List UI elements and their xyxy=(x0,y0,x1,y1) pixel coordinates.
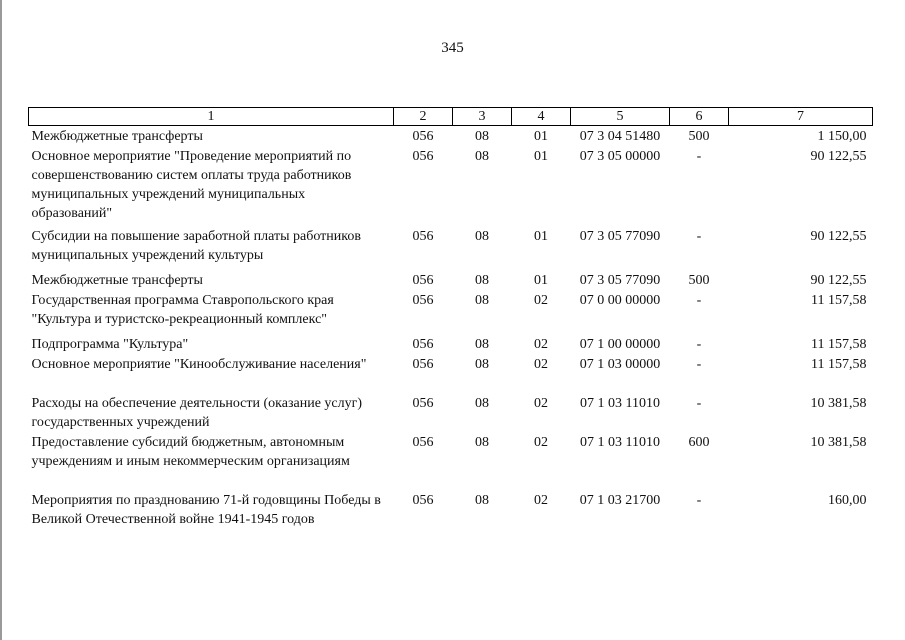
row-col-5: 07 1 03 11010 xyxy=(580,396,660,411)
row-col-3: 08 xyxy=(475,493,489,508)
row-col-2: 056 xyxy=(412,273,434,288)
header-col-3: 3 xyxy=(453,108,512,126)
row-col-7: 90 122,55 xyxy=(810,273,867,288)
row-col-2: 056 xyxy=(412,396,434,411)
row-col-3: 08 xyxy=(475,357,489,372)
row-col-3: 08 xyxy=(475,396,489,411)
row-col-4: 02 xyxy=(534,493,548,508)
table-row xyxy=(29,290,873,334)
row-col-6: - xyxy=(696,357,702,372)
page-number: 345 xyxy=(441,40,464,56)
row-name: Основное мероприятие "Кинообслуживание населения" xyxy=(31,357,367,372)
row-name: Предоставление субсидий бюджетным, автономным учреждениям и иным некоммерческим организациям xyxy=(31,435,350,469)
table-row xyxy=(29,226,873,270)
row-name: Субсидии на повышение заработной платы работников муниципальных учреждений культуры xyxy=(31,229,361,263)
header-col-2: 2 xyxy=(394,108,453,126)
table-row xyxy=(29,146,873,226)
row-col-5: 07 3 05 00000 xyxy=(579,149,661,164)
row-col-5: 07 3 05 77090 xyxy=(579,273,661,288)
row-col-7: 10 381,58 xyxy=(810,396,867,411)
row-col-3: 08 xyxy=(475,229,489,244)
row-col-2: 056 xyxy=(412,337,434,352)
row-col-2: 056 xyxy=(412,129,434,144)
header-col-7: 7 xyxy=(729,108,873,126)
row-name: Межбюджетные трансферты xyxy=(31,273,203,288)
row-col-5: 07 1 00 00000 xyxy=(579,337,661,352)
row-col-6: - xyxy=(696,493,702,508)
row-col-6: - xyxy=(696,293,702,308)
row-col-5: 07 1 03 00000 xyxy=(579,357,661,372)
row-col-4: 02 xyxy=(534,396,548,411)
row-col-7: 11 157,58 xyxy=(811,357,867,372)
row-col-7: 11 157,58 xyxy=(811,337,867,352)
row-col-4: 02 xyxy=(534,357,548,372)
table-row xyxy=(29,490,873,550)
row-name: Межбюджетные трансферты xyxy=(31,129,203,144)
row-col-5: 07 3 05 77090 xyxy=(579,229,661,244)
row-name: Мероприятия по празднованию 71-й годовщины Победы в Великой Отечественной войне 1941-1945 годов xyxy=(31,493,381,527)
row-col-3: 08 xyxy=(475,337,489,352)
table-row xyxy=(29,354,873,393)
row-col-2: 056 xyxy=(412,149,434,164)
row-name: Расходы на обеспечение деятельности (оказание услуг) государственных учреждений xyxy=(31,396,363,430)
row-col-6: - xyxy=(696,337,702,352)
row-col-7: 90 122,55 xyxy=(810,149,867,164)
row-col-7: 90 122,55 xyxy=(810,229,867,244)
row-col-2: 056 xyxy=(412,493,434,508)
table-row xyxy=(29,270,873,290)
header-col-4: 4 xyxy=(512,108,571,126)
row-col-7: 11 157,58 xyxy=(811,293,867,308)
header-col-6: 6 xyxy=(670,108,729,126)
row-name: Государственная программа Ставропольского края "Культура и туристско-рекреационный комплекс" xyxy=(31,293,334,327)
row-col-3: 08 xyxy=(475,435,489,450)
row-col-7: 160,00 xyxy=(828,493,867,508)
row-name: Подпрограмма "Культура" xyxy=(31,337,189,352)
row-col-4: 01 xyxy=(534,273,548,288)
row-col-4: 02 xyxy=(534,435,548,450)
row-col-5: 07 3 04 51480 xyxy=(579,129,661,144)
row-col-3: 08 xyxy=(475,129,489,144)
table-row xyxy=(29,432,873,490)
row-name: Основное мероприятие "Проведение мероприятий по совершенствованию систем оплаты труда работников муниципальных учреждений муниципальных образований" xyxy=(31,149,352,221)
page-left-edge xyxy=(0,0,2,640)
row-col-6: 600 xyxy=(688,435,710,450)
row-col-6: - xyxy=(696,229,702,244)
row-col-6: - xyxy=(696,149,702,164)
row-col-4: 01 xyxy=(534,129,548,144)
row-col-4: 01 xyxy=(534,229,548,244)
row-col-7: 10 381,58 xyxy=(810,435,867,450)
row-col-4: 01 xyxy=(534,149,548,164)
row-col-5: 07 0 00 00000 xyxy=(579,293,661,308)
row-col-2: 056 xyxy=(412,435,434,450)
row-col-4: 02 xyxy=(534,337,548,352)
row-col-5: 07 1 03 21700 xyxy=(579,493,661,508)
row-col-4: 02 xyxy=(534,293,548,308)
row-col-7: 1 150,00 xyxy=(817,129,867,144)
row-col-5: 07 1 03 11010 xyxy=(580,435,660,450)
row-col-6: 500 xyxy=(688,129,710,144)
table-row xyxy=(29,334,873,354)
table-row xyxy=(29,126,873,147)
header-col-1: 1 xyxy=(29,108,394,126)
header-row xyxy=(29,108,873,126)
row-col-6: - xyxy=(696,396,702,411)
row-col-3: 08 xyxy=(475,149,489,164)
table-row xyxy=(29,393,873,432)
row-col-2: 056 xyxy=(412,293,434,308)
header-col-5: 5 xyxy=(571,108,670,126)
row-col-6: 500 xyxy=(688,273,710,288)
row-col-3: 08 xyxy=(475,273,489,288)
row-col-2: 056 xyxy=(412,229,434,244)
budget-table xyxy=(28,107,873,550)
row-col-2: 056 xyxy=(412,357,434,372)
row-col-3: 08 xyxy=(475,293,489,308)
